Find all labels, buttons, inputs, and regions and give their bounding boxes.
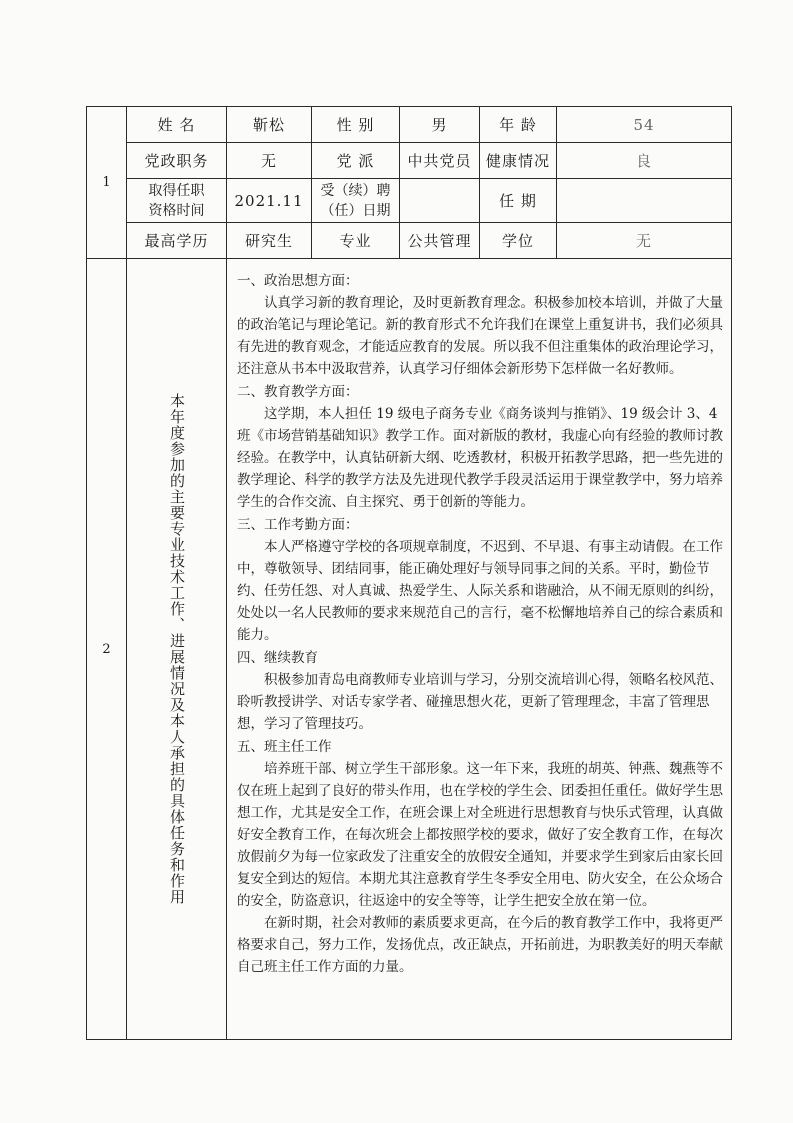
section-paragraph: 本人严格遵守学校的各项规章制度，不迟到、不早退、有事主动请假。在工作中，尊敬领导、团结同事，能正确处理好与领导同事之间的关系。平时，勤俭节约、任劳任怨、对人真诚、热爱学生、人际关系和谐融洽，从不闹无原则的纠纷，处处以一名人民教师的要求来规范自己的言行，毫不松懈地培养自己的综合素质和能力。	[237, 539, 723, 643]
party-label: 党 派	[312, 143, 400, 179]
row-number: 1	[87, 107, 127, 259]
work-content-cell	[227, 259, 732, 1040]
info-row-4	[87, 223, 732, 259]
education-value: 研究生	[227, 223, 312, 259]
section-paragraph: 这学期，本人担任 19 级电子商务专业《商务谈判与推销》、19 级会计 3、4 班《市场营销基础知识》教学工作。面对新版的教材，我虚心向有经验的教师讨教经验。在教学中，认真钻研新大纲、吃透教材，积极开拓教学思路，把一些先进的教学理论、科学的教学方法及先进现代教学手段灵活运用于课堂教学中，努力培养学生的合作交流、自主探究、勇于创新的等能力。	[237, 406, 723, 510]
age-value: 54	[557, 107, 732, 143]
work-content	[237, 270, 723, 978]
gender-value: 男	[400, 107, 480, 143]
work-vertical-label: 本年度参加的主要专业技术工作、进展情况及本人承担的具体任务和作用	[168, 393, 186, 905]
section-heading: 五、班主任工作	[237, 739, 332, 755]
section-heading: 一、政治思想方面：	[237, 273, 359, 289]
qualification-time-label-line1: 取得任职	[148, 182, 205, 199]
work-label-cell	[127, 259, 227, 1040]
section-heading: 二、教育教学方面：	[237, 384, 359, 400]
section-heading: 四、继续教育	[237, 650, 318, 666]
section-paragraph: 认真学习新的教育理论，及时更新教育理念。积极参加校本培训，并做了大量的政治笔记与理论笔记。新的教育形式不允许我们在课堂上重复讲书，我们必须具有先进的教育观念，才能适应教育的发展。所以我不但注重集体的政治理论学习，还注意从书本中汲取营养，认真学习仔细体会新形势下怎样做一名好教师。	[237, 295, 723, 377]
info-row-3	[87, 179, 732, 223]
party-post-label: 党政职务	[127, 143, 227, 179]
health-label: 健康情况	[480, 143, 557, 179]
qualification-time-label-line2: 资格时间	[148, 202, 205, 219]
hire-date-label	[312, 179, 400, 223]
gender-label: 性 别	[312, 107, 400, 143]
term-label: 任 期	[480, 179, 557, 223]
party-value: 中共党员	[400, 143, 480, 179]
section-paragraph: 在新时期，社会对教师的素质要求更高，在今后的教育教学工作中，我将更严格要求自己，努力工作，发扬优点，改正缺点，开拓前进，为职教美好的明天奉献自己班主任工作方面的力量。	[237, 915, 723, 975]
qualification-time-label	[127, 179, 227, 223]
name-value: 靳松	[227, 107, 312, 143]
term-value	[557, 179, 732, 223]
section-heading: 三、工作考勤方面：	[237, 517, 359, 533]
major-value: 公共管理	[400, 223, 480, 259]
work-row	[87, 259, 732, 1040]
info-row-2	[87, 143, 732, 179]
personnel-form-table	[86, 106, 732, 1040]
health-value: 良	[557, 143, 732, 179]
party-post-value: 无	[227, 143, 312, 179]
hire-date-label-line1: 受（续）聘	[320, 182, 391, 199]
hire-date-value	[400, 179, 480, 223]
info-row-1	[87, 107, 732, 143]
degree-value: 无	[557, 223, 732, 259]
qualification-time-value: 2021.11	[227, 179, 312, 223]
major-label: 专业	[312, 223, 400, 259]
education-label: 最高学历	[127, 223, 227, 259]
row-number: 2	[87, 259, 127, 1040]
hire-date-label-line2: （任）日期	[320, 202, 391, 219]
degree-label: 学位	[480, 223, 557, 259]
name-label: 姓 名	[127, 107, 227, 143]
section-paragraph: 培养班干部、树立学生干部形象。这一年下来，我班的胡英、钟燕、魏燕等不仅在班上起到了良好的带头作用，也在学校的学生会、团委担任重任。做好学生思想工作，尤其是安全工作，在班会课上对全班进行思想教育与快乐式管理，认真做好安全教育工作，在每次班会上都按照学校的要求，做好了安全教育工作，在每次放假前夕为每一位家政发了注重安全的放假安全通知，并要求学生到家后由家长回复安全到达的短信。本期尤其注意教育学生冬季安全用电、防火安全，在公众场合的安全，防盗意识，往返途中的安全等等，让学生把安全放在第一位。	[237, 761, 723, 909]
section-paragraph: 积极参加青岛电商教师专业培训与学习，分别交流培训心得，领略名校风范、聆听教授讲学、对话专家学者、碰撞思想火花，更新了管理理念，丰富了管理思想，学习了管理技巧。	[237, 672, 723, 732]
age-label: 年 龄	[480, 107, 557, 143]
